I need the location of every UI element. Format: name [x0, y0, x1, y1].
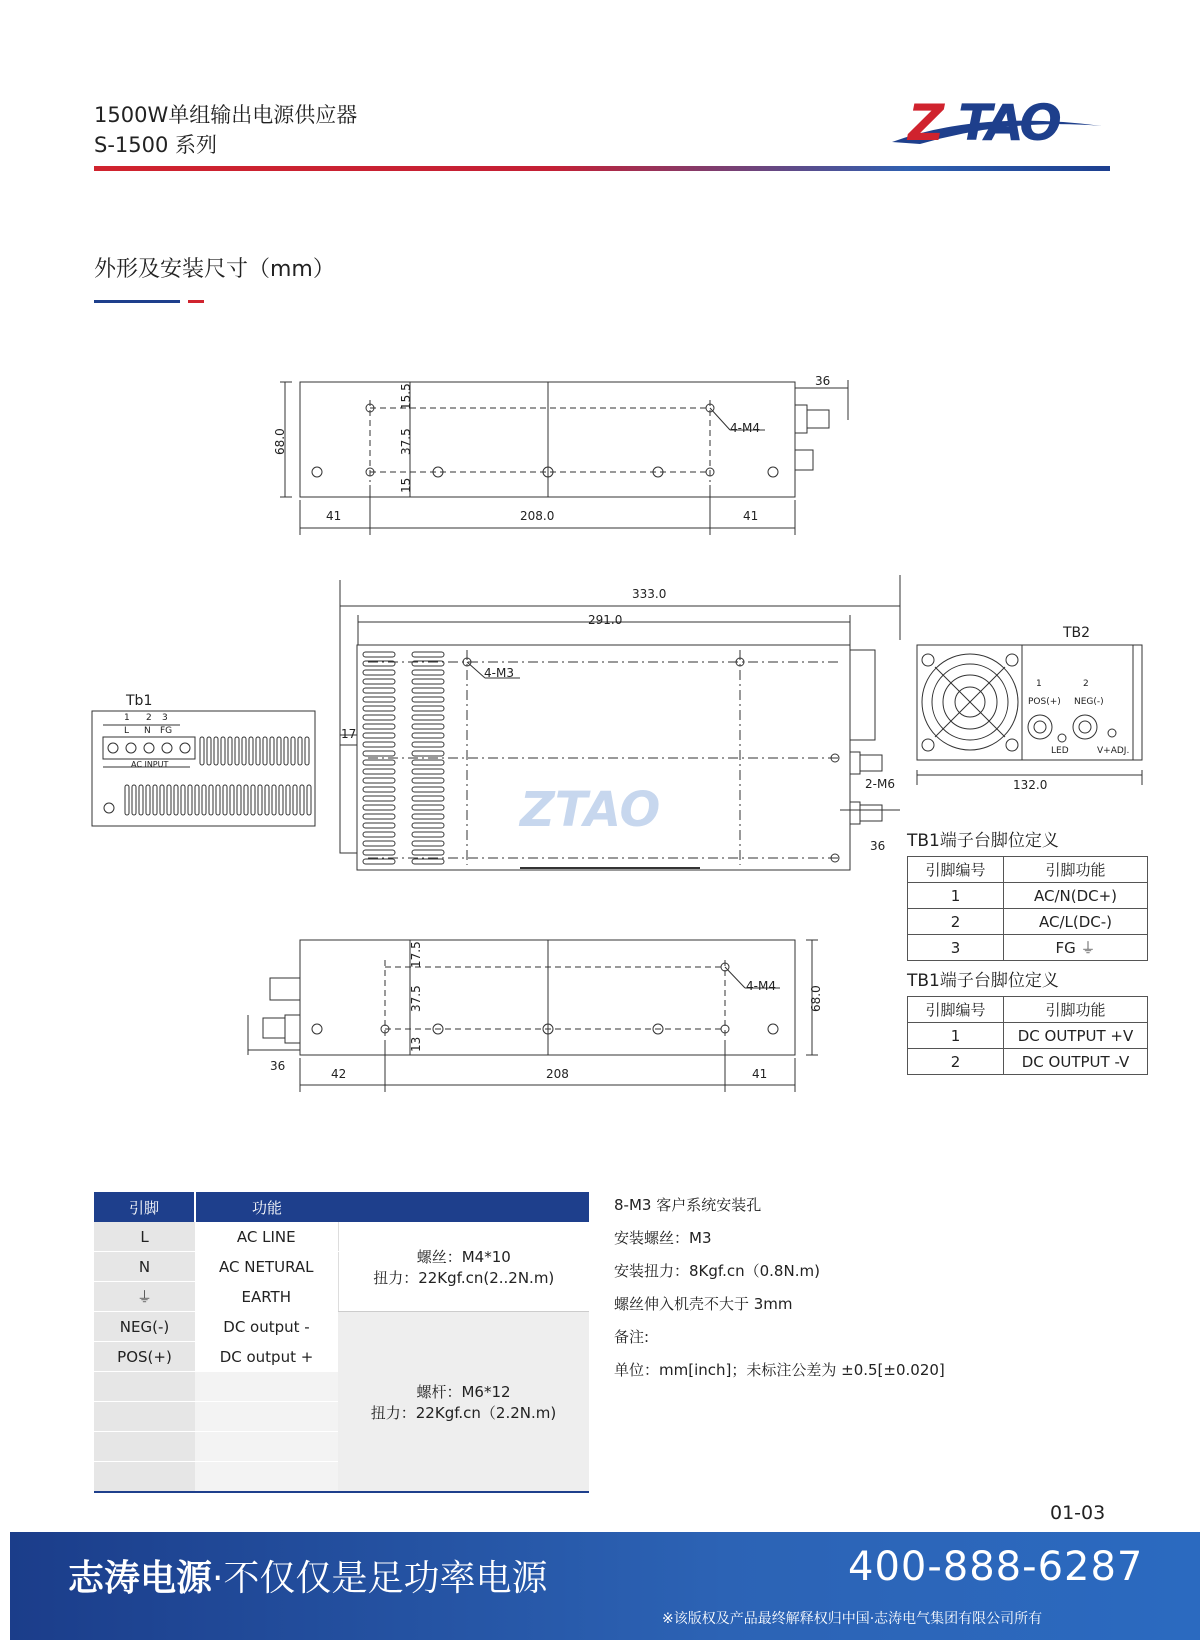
spec-group1-line2: 扭力：22Kgf.cn(2..2N.m) — [373, 1268, 555, 1287]
spec-row3-pin — [94, 1282, 195, 1312]
tb2-table-title: TB1端子台脚位定义 — [907, 971, 1059, 991]
tb2-row2-no: 2 — [908, 1049, 1004, 1075]
dim-top-mid: 208.0 — [520, 509, 555, 523]
spec-empty-fn — [195, 1432, 338, 1462]
spec-row4-pin: NEG(-) — [94, 1312, 195, 1342]
footer-slogan — [68, 1550, 547, 1601]
dim-top-d2: 37.5 — [399, 428, 413, 455]
spec-row4-fn: DC output - — [195, 1312, 338, 1342]
spec-empty-fn — [195, 1372, 338, 1402]
tb2-pin-1: 1 — [1036, 679, 1042, 689]
dim-front-side: 17 — [341, 727, 357, 741]
note-line: 安装螺丝：M3 — [614, 1229, 712, 1247]
tb2-header-fn: 引脚功能 — [1004, 997, 1148, 1023]
tb1-table-title: TB1端子台脚位定义 — [907, 831, 1059, 851]
tb1-label: Tb1 — [126, 693, 153, 709]
tb1-pin-table — [907, 856, 1148, 961]
spec-header-pin: 引脚 — [94, 1192, 195, 1222]
dim-bottom-height: 68.0 — [809, 985, 823, 1012]
spec-row1-fn: AC LINE — [195, 1222, 338, 1252]
dim-top-left: 41 — [326, 509, 342, 523]
dim-bottom-term: 36 — [270, 1059, 286, 1073]
footer-slogan-brand: 志涛电源 — [68, 1558, 213, 1599]
spec-group2-line1: 螺杆：M6*12 — [416, 1382, 511, 1401]
logo-tao: TAO — [958, 94, 1059, 152]
tb1-row3-fn-cell — [1004, 935, 1148, 961]
dim-bottom-mid: 208 — [546, 1067, 569, 1081]
dim-top-term: 36 — [815, 374, 831, 388]
note-line: 8-M3 客户系统安装孔 — [614, 1196, 762, 1214]
spec-row5-pin: POS(+) — [94, 1342, 195, 1372]
tb2-pin-table — [907, 996, 1148, 1075]
front-term-label: 2-M6 — [865, 777, 895, 791]
tb1-row1-fn: AC/N(DC+) — [1004, 883, 1148, 909]
dim-bottom-right: 41 — [752, 1067, 768, 1081]
tb1-vent-slots — [125, 737, 311, 815]
bottom-hole-label: 4-M4 — [746, 979, 776, 993]
tb2-adj: V+ADJ. — [1097, 746, 1130, 756]
top-view — [280, 380, 848, 535]
dim-top-right: 41 — [743, 509, 759, 523]
footer-slogan-rest: ·不仅仅是足功率电源 — [212, 1558, 548, 1599]
tb2-neg: NEG(-) — [1074, 697, 1104, 707]
spec-row5-fn: DC output + — [195, 1342, 338, 1372]
tb2-pos: POS(+) — [1028, 697, 1061, 707]
spec-header-function: 功能 — [195, 1192, 338, 1222]
installation-notes — [614, 1189, 945, 1387]
spec-empty-pin — [94, 1402, 195, 1432]
tb2-view — [917, 645, 1142, 785]
spec-group1-line1: 螺丝：M4*10 — [416, 1247, 511, 1266]
title-line-1: 1500W单组输出电源供应器 — [94, 103, 358, 127]
dim-bottom-d3: 13 — [409, 1036, 423, 1052]
tb2-row1-no: 1 — [908, 1023, 1004, 1049]
page-number: 01-03 — [1050, 1502, 1106, 1524]
dim-bottom-left: 42 — [331, 1067, 347, 1081]
tb2-row2-fn: DC OUTPUT -V — [1004, 1049, 1148, 1075]
dim-top-height: 68.0 — [273, 428, 287, 455]
spec-empty-fn — [195, 1462, 338, 1493]
spec-row3-fn: EARTH — [195, 1282, 338, 1312]
spec-group2-note — [338, 1312, 589, 1493]
note-line: 备注: — [614, 1328, 650, 1346]
tb1-terminals — [108, 743, 190, 753]
note-line: 螺丝伸入机壳不大于 3mm — [614, 1295, 793, 1313]
logo-z: Z — [908, 94, 942, 152]
tb2-header-no: 引脚编号 — [908, 997, 1004, 1023]
section-title: 外形及安装尺寸（mm） — [94, 257, 335, 282]
dim-front-term: 36 — [870, 839, 886, 853]
dim-bottom-d1: 17.5 — [409, 941, 423, 968]
tb1-row3-fn: FG — [1055, 939, 1076, 957]
watermark-logo: ZTAO — [520, 782, 661, 838]
tb2-label: TB2 — [1063, 625, 1091, 641]
front-hole-label: 4-M3 — [484, 666, 514, 680]
tb2-pin-2: 2 — [1083, 679, 1089, 689]
tb1-row2-no: 2 — [908, 909, 1004, 935]
note-line: 安装扭力：8Kgf.cn（0.8N.m) — [614, 1262, 820, 1280]
tb1-pin-2: 2 — [146, 713, 152, 723]
dim-front-inner: 291.0 — [588, 613, 623, 627]
note-line: 单位：mm[inch]；未标注公差为 ±0.5[±0.020] — [614, 1361, 945, 1379]
footer-phone: 400-888-6287 — [848, 1544, 1144, 1590]
tb1-pin-3: 3 — [162, 713, 168, 723]
tb2-led: LED — [1051, 746, 1069, 756]
spec-empty-fn — [195, 1402, 338, 1432]
tb1-pin-name-l: L — [124, 726, 130, 736]
top-hole-label: 4-M4 — [730, 421, 760, 435]
tb1-header-no: 引脚编号 — [908, 857, 1004, 883]
footer-copyright: ※该版权及产品最终解释权归中国·志涛电气集团有限公司所有 — [662, 1611, 1043, 1627]
spec-row1-pin: L — [94, 1222, 195, 1252]
spec-empty-pin — [94, 1432, 195, 1462]
spec-group2-line2: 扭力：22Kgf.cn（2.2N.m) — [370, 1403, 557, 1422]
tb1-pin-name-n: N — [144, 726, 151, 736]
spec-empty-pin — [94, 1462, 195, 1493]
tb1-row2-fn: AC/L(DC-) — [1004, 909, 1148, 935]
spec-row2-pin: N — [94, 1252, 195, 1282]
tb1-pin-name-fg: FG — [160, 726, 173, 736]
dim-front-overall: 333.0 — [632, 587, 667, 601]
earth-symbol-icon: ⏚ — [136, 1288, 152, 1306]
spec-header-blank — [338, 1192, 589, 1222]
dim-top-d3: 15 — [399, 477, 413, 493]
tb2-row1-fn: DC OUTPUT +V — [1004, 1023, 1148, 1049]
dim-bottom-d2: 37.5 — [409, 985, 423, 1012]
dim-top-d1: 15.5 — [399, 383, 413, 410]
spec-empty-pin — [94, 1372, 195, 1402]
tb1-header-fn: 引脚功能 — [1004, 857, 1148, 883]
spec-row2-fn: AC NETURAL — [195, 1252, 338, 1282]
spec-table — [94, 1192, 589, 1493]
tb1-pin-1: 1 — [124, 713, 130, 723]
dim-tb2-width: 132.0 — [1013, 778, 1048, 792]
title-line-2: S-1500 系列 — [94, 133, 218, 157]
earth-icon: ⏚ — [1080, 939, 1096, 957]
tb1-row1-no: 1 — [908, 883, 1004, 909]
tb1-caption: AC INPUT — [131, 760, 169, 769]
footer-banner — [10, 1532, 1200, 1640]
tb1-row3-no: 3 — [908, 935, 1004, 961]
spec-group1-note — [338, 1222, 589, 1312]
